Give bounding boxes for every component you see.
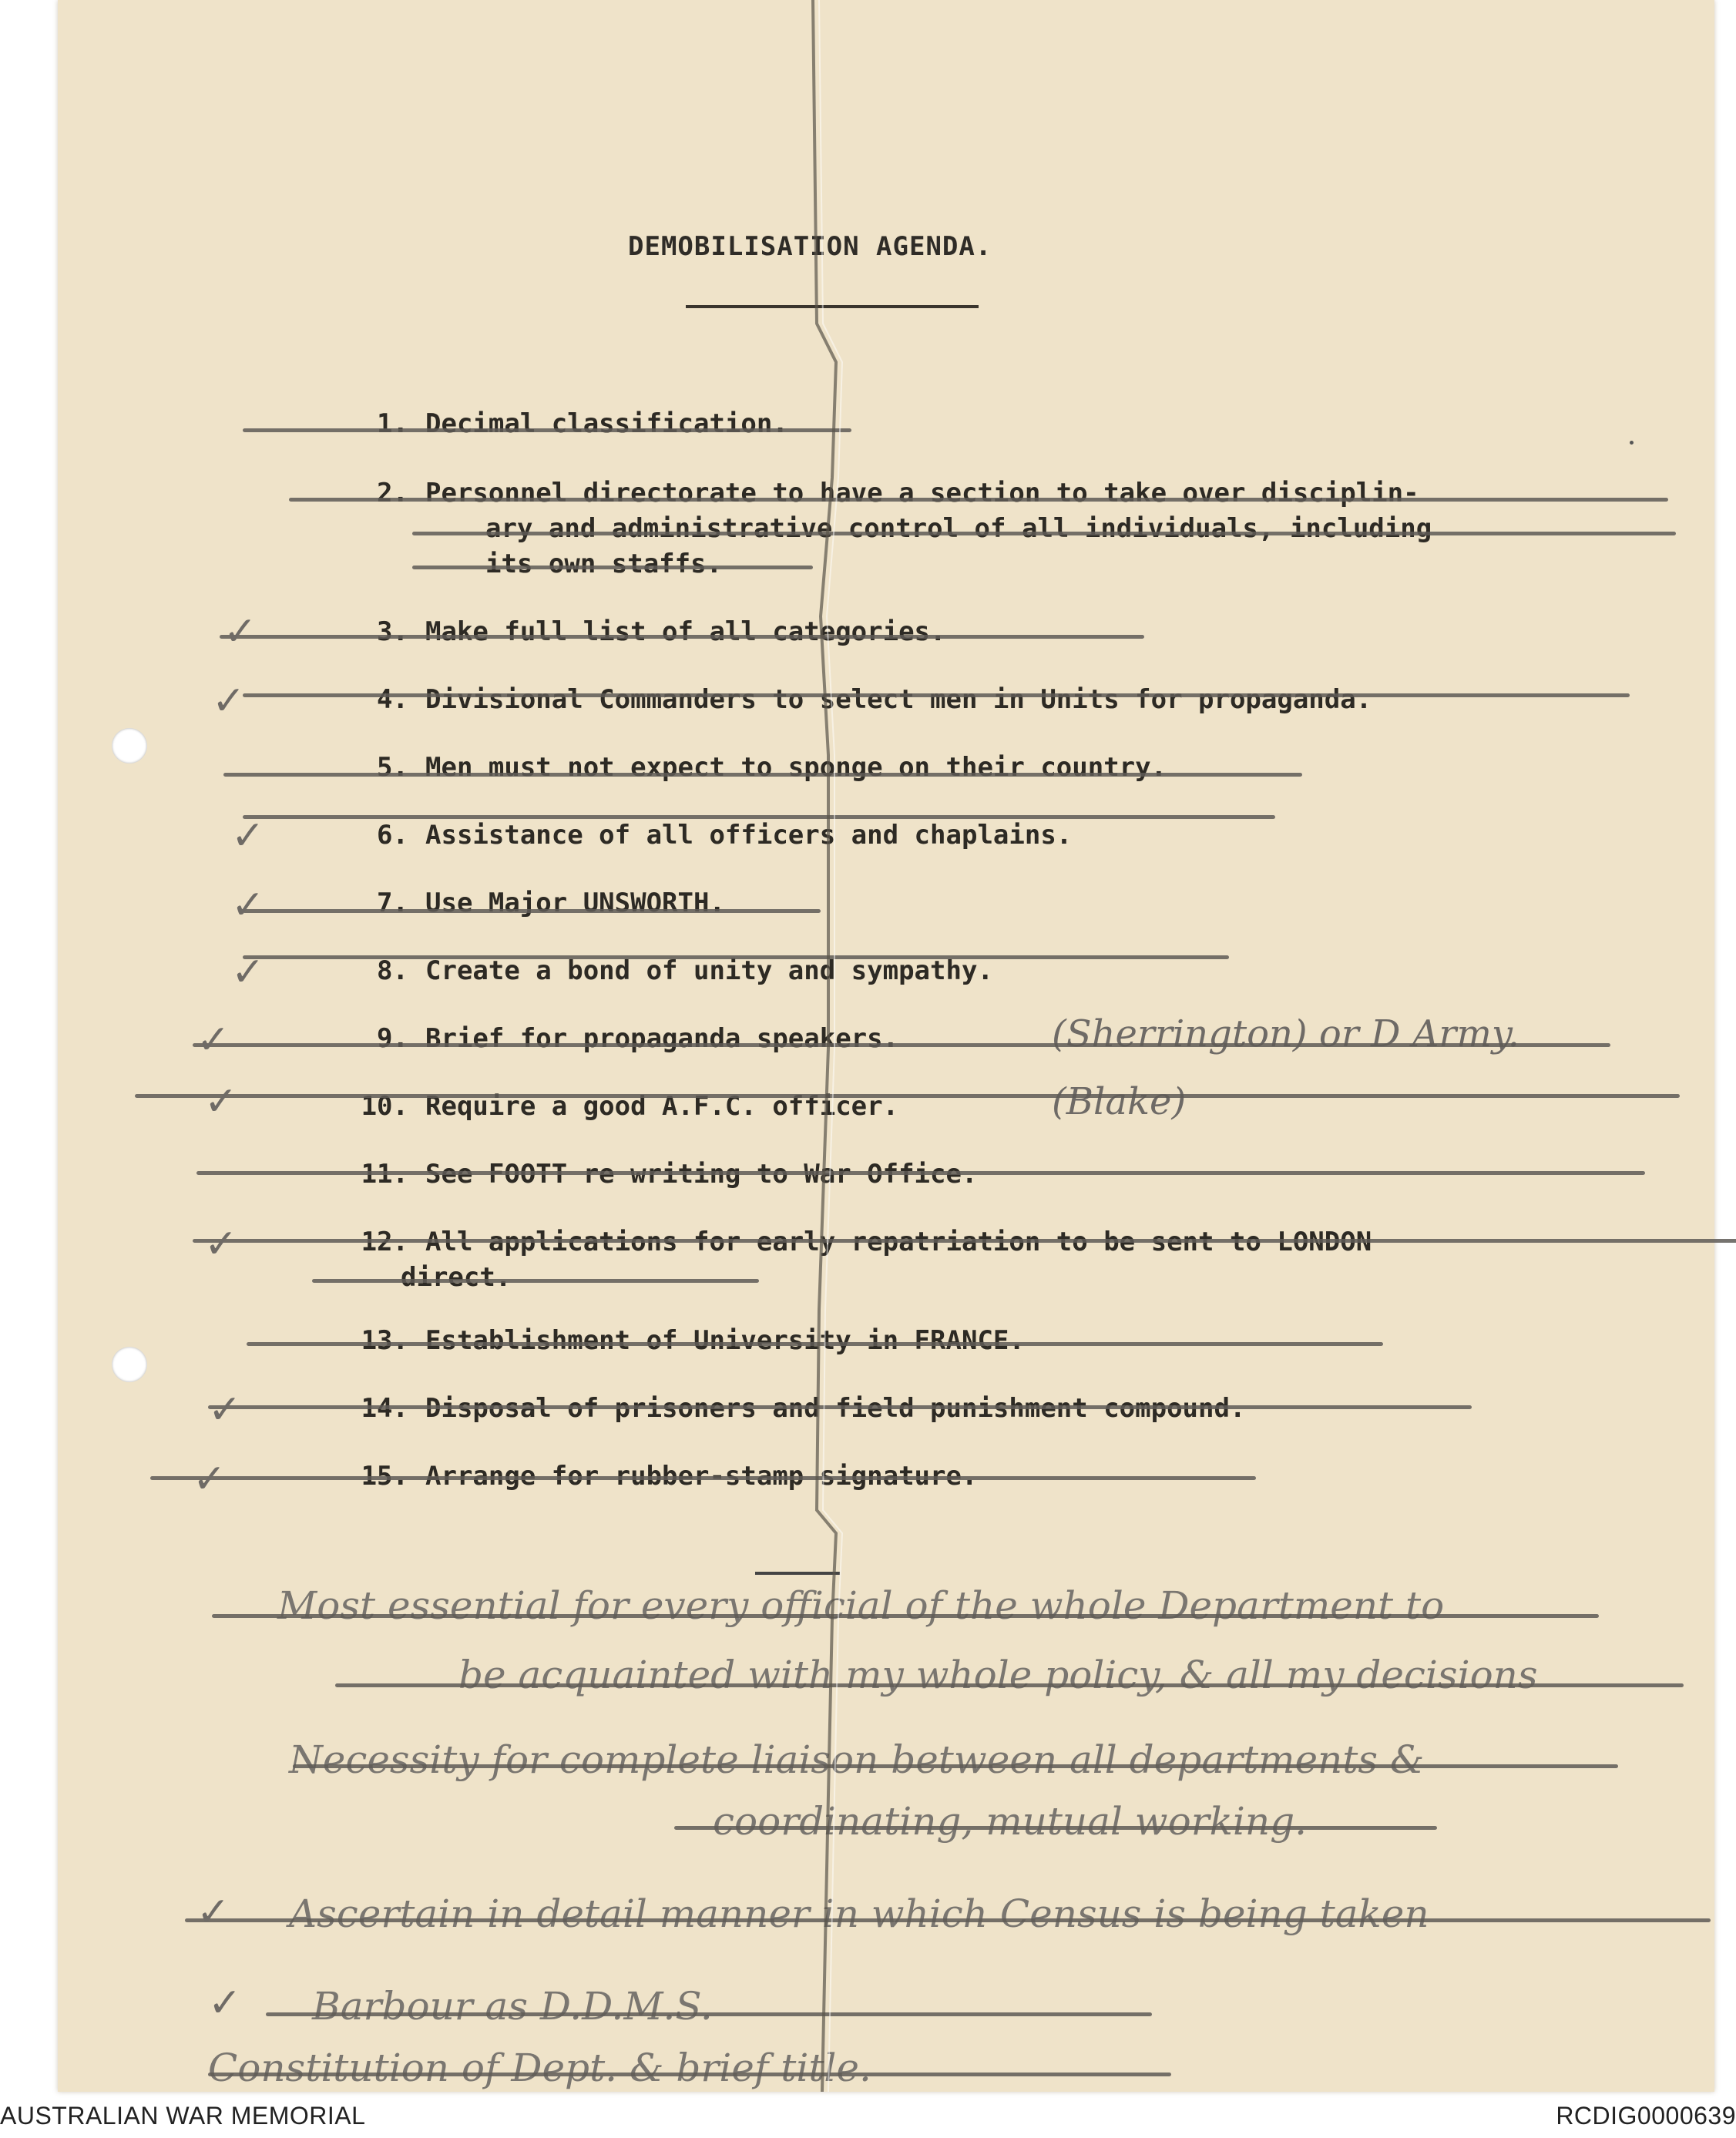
item-text-continued: ary and administrative control of all individuals, including: [485, 513, 1432, 544]
pencil-annotation: (Blake): [1052, 1080, 1187, 1123]
fold-crease: [58, 0, 1714, 2092]
handwritten-note: coordinating, mutual working.: [713, 1799, 1307, 1844]
item-number: 8.: [377, 955, 408, 986]
item-text: Establishment of University in FRANCE.: [425, 1325, 1025, 1356]
check-mark-icon: ✓: [196, 1889, 230, 1935]
check-mark-icon: ✓: [231, 882, 265, 928]
item-text: Create a bond of unity and sympathy.: [425, 955, 993, 986]
item-number: 14.: [361, 1393, 408, 1424]
check-mark-icon: ✓: [223, 609, 257, 655]
item-text: Assistance of all officers and chaplains.: [425, 820, 1073, 851]
item-text: Decimal classification.: [425, 408, 788, 439]
item-text: Disposal of prisoners and field punishment compound.: [425, 1393, 1246, 1424]
item-text-continued: direct.: [401, 1262, 512, 1293]
check-mark-icon: ✓: [193, 1456, 227, 1502]
handwritten-note: Most essential for every official of the whole Department to: [277, 1583, 1445, 1628]
footer-left: AUSTRALIAN WAR MEMORIAL: [0, 2102, 366, 2130]
handwritten-note: be acquainted with my whole policy, & all my decisions: [458, 1653, 1538, 1697]
item-number: 5.: [377, 752, 408, 783]
handwritten-note: Constitution of Dept. & brief title.: [208, 2046, 871, 2090]
check-mark-icon: ✓: [204, 1221, 238, 1267]
check-mark-icon: ✓: [204, 1079, 238, 1125]
pencil-annotation: (Sherrington) or D Army.: [1052, 1012, 1519, 1056]
item-text: Arrange for rubber-stamp signature.: [425, 1461, 978, 1492]
item-text: Brief for propaganda speakers.: [425, 1023, 899, 1054]
item-text: Divisional Commanders to select men in Units for propaganda.: [425, 684, 1372, 715]
item-number: 1.: [377, 408, 408, 439]
check-mark-icon: ✓: [231, 813, 265, 859]
item-text: Use Major UNSWORTH.: [425, 888, 725, 918]
item-number: 4.: [377, 684, 408, 715]
item-number: 12.: [361, 1227, 408, 1257]
item-number: 10.: [361, 1091, 408, 1122]
item-text: Make full list of all categories.: [425, 616, 946, 647]
handwritten-note: Necessity for complete liaison between all departments &: [289, 1737, 1425, 1782]
handwritten-note: Barbour as D.D.M.S.: [312, 1984, 713, 2029]
item-text-continued: its own staffs.: [485, 549, 723, 579]
item-text: Men must not expect to sponge on their country.: [425, 752, 1167, 783]
item-number: 11.: [361, 1159, 408, 1190]
item-text: All applications for early repatriation to be sent to LONDON: [425, 1227, 1372, 1257]
item-number: 13.: [361, 1325, 408, 1356]
item-text: Require a good A.F.C. officer.: [425, 1091, 899, 1122]
check-mark-icon: ✓: [231, 949, 265, 995]
item-text: Personnel directorate to have a section to take over disciplin-: [425, 478, 1419, 508]
check-mark-icon: ✓: [212, 678, 246, 724]
item-number: 2.: [377, 478, 408, 508]
item-number: 9.: [377, 1023, 408, 1054]
item-number: 15.: [361, 1461, 408, 1492]
handwritten-note: Ascertain in detail manner in which Census is being taken: [289, 1891, 1429, 1936]
item-number: 6.: [377, 820, 408, 851]
item-text: See FOOTT re writing to War Office.: [425, 1159, 978, 1190]
document-page: [58, 0, 1714, 2092]
item-number: 7.: [377, 888, 408, 918]
check-mark-icon: ✓: [208, 1387, 242, 1433]
check-mark-icon: ✓: [196, 1017, 230, 1063]
document-title: DEMOBILISATION AGENDA.: [628, 231, 992, 262]
item-number: 3.: [377, 616, 408, 647]
check-mark-icon: ✓: [208, 1980, 242, 2026]
footer-right: RCDIG0000639: [1556, 2102, 1736, 2130]
